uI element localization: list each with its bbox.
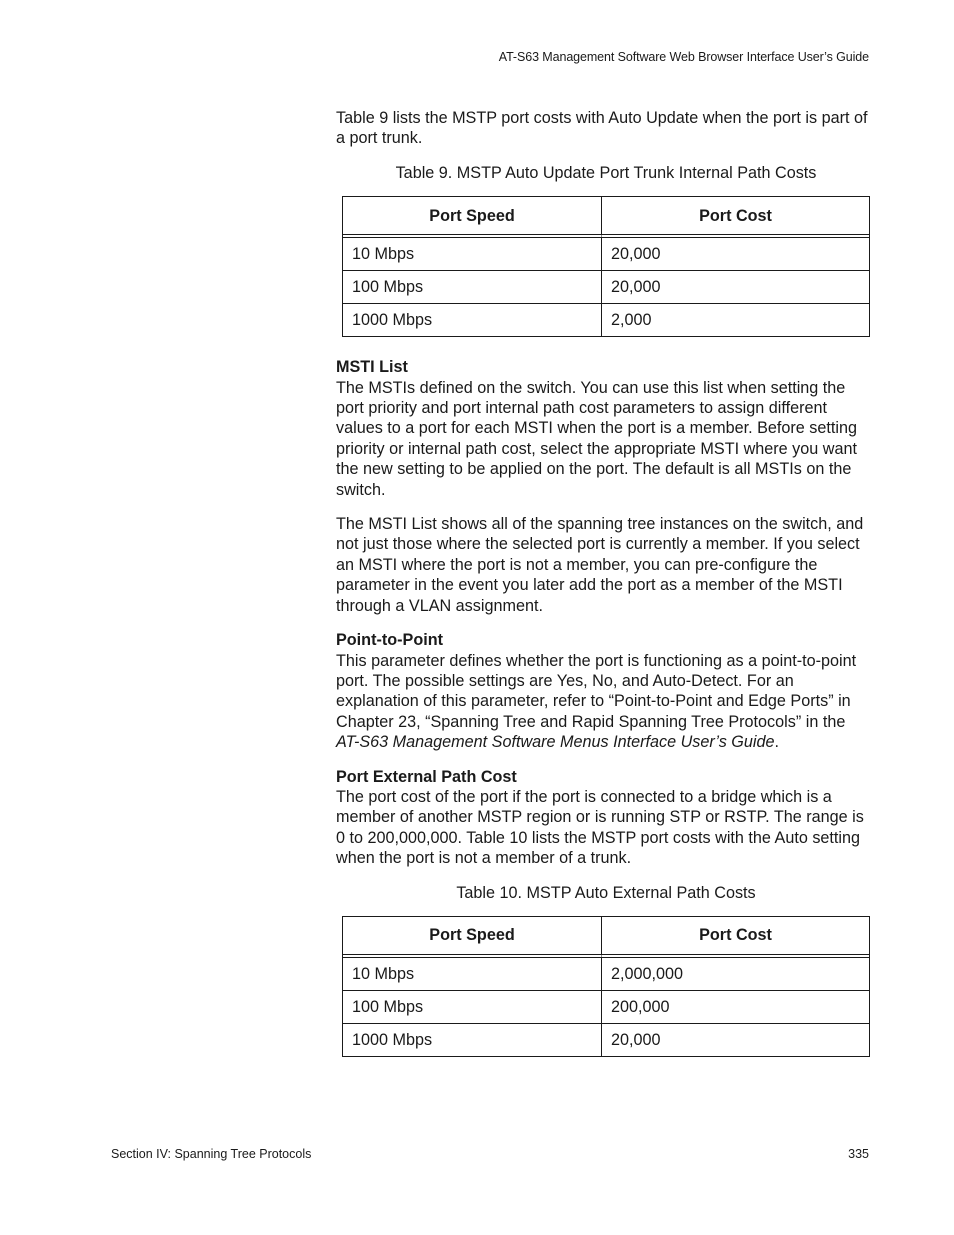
port-external-path-cost-section bbox=[336, 767, 870, 869]
intro-paragraph: Table 9 lists the MSTP port costs with Auto Update when the port is part of a port trunk. bbox=[336, 109, 868, 148]
cell-port-cost: 20,000 bbox=[602, 1023, 869, 1056]
section-heading: Point-to-Point bbox=[336, 631, 443, 650]
table-row bbox=[343, 1023, 869, 1056]
column-header-port-cost: Port Cost bbox=[602, 197, 869, 238]
table9 bbox=[342, 196, 870, 337]
book-title: AT-S63 Management Software Menus Interface User’s Guide bbox=[336, 733, 775, 752]
running-header: AT-S63 Management Software Web Browser Interface User’s Guide bbox=[498, 50, 869, 64]
text-run: . bbox=[774, 733, 779, 752]
cell-port-speed: 1000 Mbps bbox=[343, 303, 602, 336]
column-header-port-cost: Port Cost bbox=[602, 917, 869, 958]
table-row bbox=[343, 303, 869, 336]
table10-caption: Table 10. MSTP Auto External Path Costs bbox=[456, 883, 756, 902]
cell-port-speed: 10 Mbps bbox=[343, 238, 602, 270]
table-row bbox=[343, 238, 869, 270]
text-run: This parameter defines whether the port is functioning as a point-to-point port. The possible settings are Yes, No, and Auto-Detect. For an explanation of this parameter, refer to “Point-to-Point and Edge Ports” in Chapter 23, “Spanning Tree and Rapid Spanning Tree Protocols” in the bbox=[336, 651, 857, 731]
table9-caption: Table 9. MSTP Auto Update Port Trunk Internal Path Costs bbox=[395, 163, 817, 182]
body-paragraph: The MSTIs defined on the switch. You can use this list when setting the port priority and port internal path cost parameters to assign different values to a port for each MSTI when the port is a member. Before setting priority or internal path cost, select the appropriate MSTI where you want the new setting to be applied on the port. The default is all MSTIs on the switch. bbox=[336, 378, 857, 499]
column-header-port-speed: Port Speed bbox=[343, 917, 602, 958]
cell-port-speed: 10 Mbps bbox=[343, 958, 602, 990]
table-row bbox=[343, 958, 869, 990]
footer-section-title: Section IV: Spanning Tree Protocols bbox=[111, 1147, 312, 1161]
section-heading: Port External Path Cost bbox=[336, 767, 517, 786]
cell-port-cost: 2,000 bbox=[602, 303, 869, 336]
body-paragraph bbox=[336, 651, 870, 753]
cell-port-cost: 20,000 bbox=[602, 270, 869, 303]
table-row bbox=[343, 270, 869, 303]
msti-list-section bbox=[336, 357, 870, 616]
page-body bbox=[336, 108, 870, 1077]
cell-port-speed: 100 Mbps bbox=[343, 990, 602, 1023]
point-to-point-section bbox=[336, 630, 870, 752]
table-header-row bbox=[343, 197, 869, 238]
table-header-row bbox=[343, 917, 869, 958]
cell-port-cost: 200,000 bbox=[602, 990, 869, 1023]
body-paragraph: The MSTI List shows all of the spanning tree instances on the switch, and not just those where the selected port is currently a member. If you select an MSTI where the port is not a member, you can pre-configure the parameter in the event you later add the port as a member of the MSTI through a VLAN assignment. bbox=[336, 515, 864, 615]
body-paragraph: The port cost of the port if the port is connected to a bridge which is a member of another MSTP region or is running STP or RSTP. The range is 0 to 200,000,000. Table 10 lists the MSTP port costs with the Auto setting when the port is not a member of a trunk. bbox=[336, 787, 864, 868]
cell-port-speed: 1000 Mbps bbox=[343, 1023, 602, 1056]
section-heading: MSTI List bbox=[336, 358, 408, 377]
table10 bbox=[342, 916, 870, 1057]
cell-port-speed: 100 Mbps bbox=[343, 270, 602, 303]
page-number: 335 bbox=[848, 1147, 869, 1161]
cell-port-cost: 20,000 bbox=[611, 245, 661, 264]
table-row bbox=[343, 990, 869, 1023]
column-header-port-speed: Port Speed bbox=[343, 197, 602, 238]
cell-port-cost: 2,000,000 bbox=[611, 964, 684, 983]
